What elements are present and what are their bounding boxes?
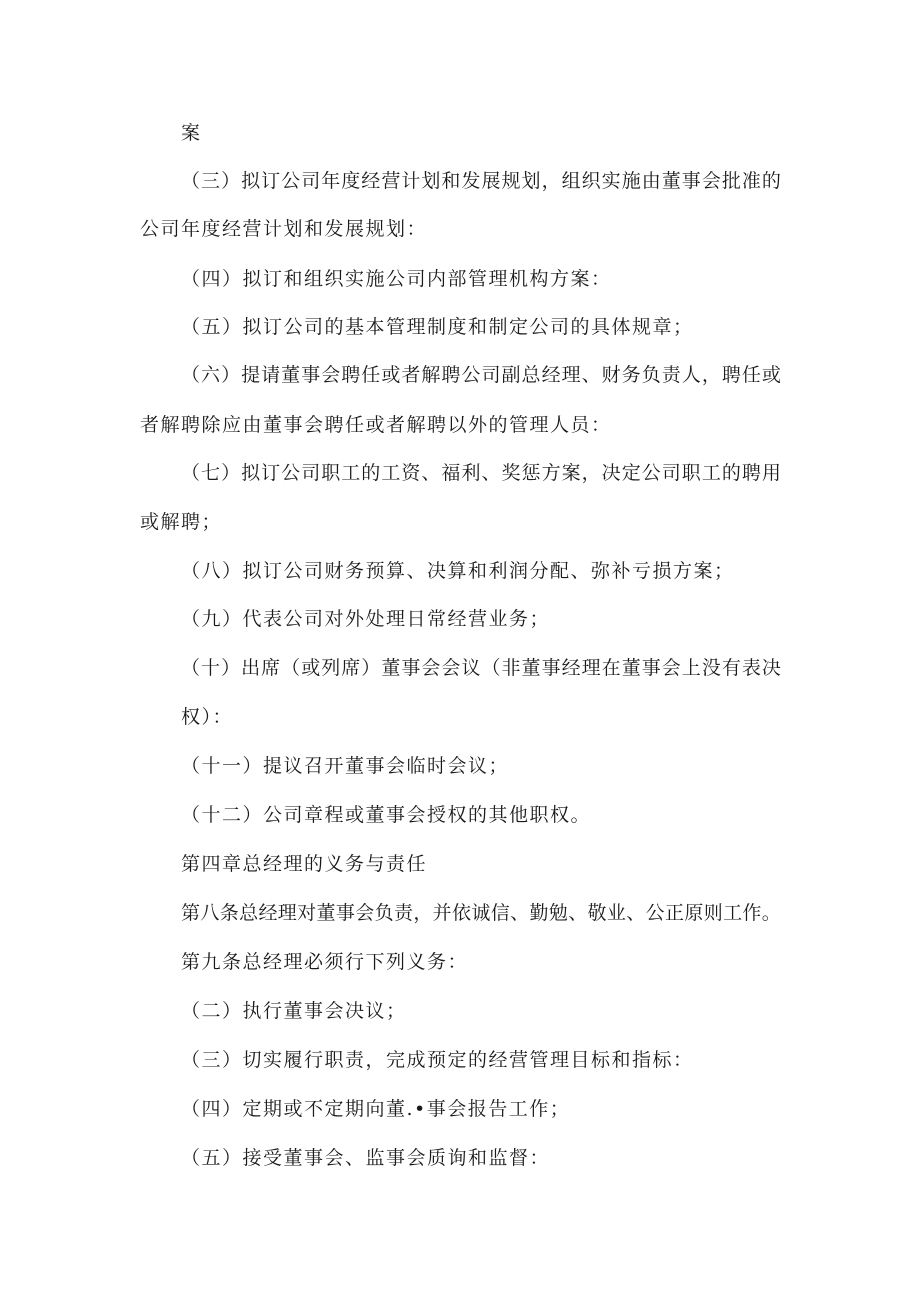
text-line: （四）定期或不定期向董.•事会报告工作； — [181, 1098, 571, 1120]
text-line: （二）执行董事会决议； — [181, 1000, 407, 1022]
text-line: （五）拟订公司的基本管理制度和制定公司的具体规章； — [181, 316, 694, 338]
text-line: （ 三 ） 拟 订 公 司 年 度 经 营 计 划 和 发 展 规 划 ， 组 织 实 施 由 董 事 会 批 准 的 — [181, 170, 781, 192]
text-line: （三）切实履行职责，完成预定的经营管理目标和指标： — [181, 1049, 694, 1071]
text-line: （九）代表公司对外处理日常经营业务； — [181, 608, 551, 630]
text-line: 第 八 条 总 经 理 对 董 事 会 负 责 ， 并 依 诚 信 、 勤 勉 、 敬 业 、 公 正 原 则 工 作 。 — [181, 902, 781, 924]
text-line: （八）拟订公司财务预算、决算和利润分配、弥补亏损方案； — [181, 560, 735, 582]
text-line: （ 十 ） 出 席 （ 或 列 席 ） 董 事 会 会 议 （ 非 董 事 经 理 在 董 事 会 上 没 有 表 决 — [181, 657, 781, 679]
text-line: （五）接受董事会、监事会质询和监督： — [181, 1147, 551, 1169]
text-line: （四）拟订和组织实施公司内部管理机构方案： — [181, 268, 612, 290]
text-line: （十二）公司章程或董事会授权的其他职权。 — [181, 804, 592, 826]
text-line: 或解聘； — [140, 511, 223, 533]
text-line: 者解聘除应由董事会聘任或者解聘以外的管理人员： — [140, 414, 612, 436]
section-heading: 第四章总经理的义务与责任 — [181, 853, 428, 875]
text-line: 公司年度经营计划和发展规划： — [140, 218, 428, 240]
text-line: （ 七 ） 拟 订 公 司 职 工 的 工 资 、 福 利 、 奖 惩 方 案 ， 决 定 公 司 职 工 的 聘 用 — [181, 462, 781, 484]
text-line: 权）： — [181, 706, 234, 728]
text-line: （十一）提议召开董事会临时会议； — [181, 755, 510, 777]
text-line: （ 六 ） 提 请 董 事 会 聘 任 或 者 解 聘 公 司 副 总 经 理 、 财 务 负 责 人 ， 聘 任 或 — [181, 364, 781, 386]
text-line: 第九条总经理必须行下列义务： — [181, 951, 469, 973]
text-line: 案 — [181, 122, 202, 144]
